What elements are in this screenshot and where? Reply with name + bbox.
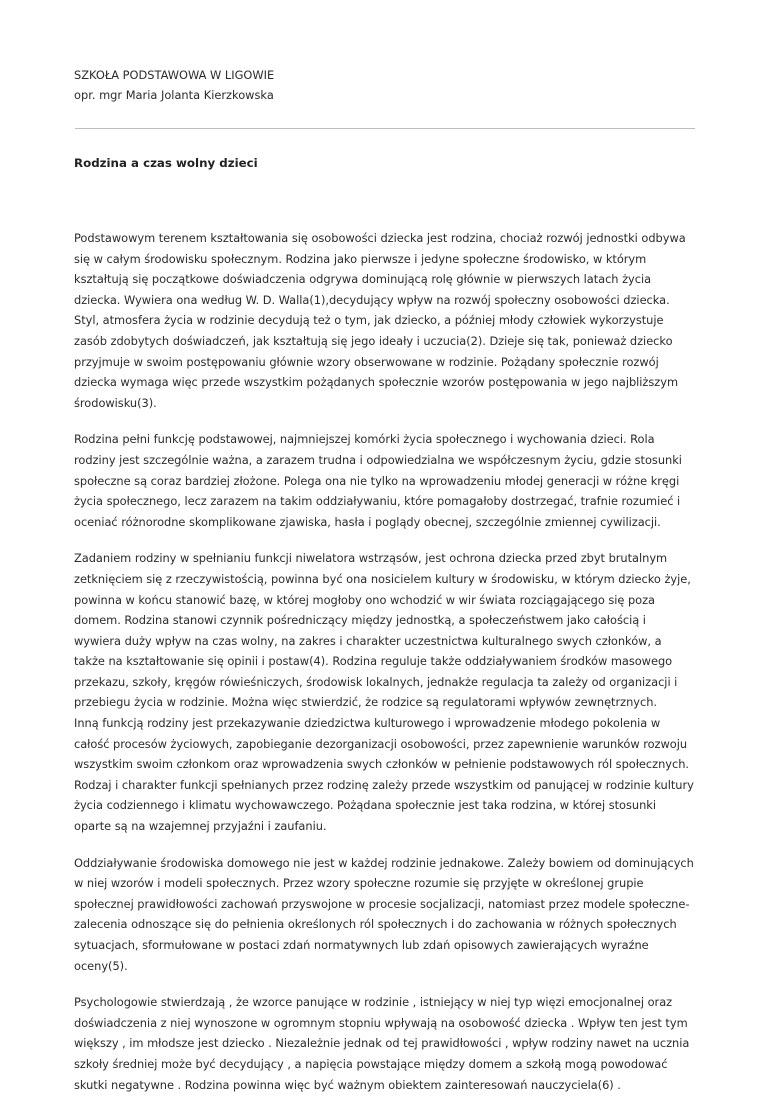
paragraph: Zadaniem rodziny w spełnianiu funkcji niwelatora wstrząsów, jest ochrona dziecka przed zbyt brutalnym zetknięciem się z rzeczywistością, powinna być ona nosicielem kultury w środowisku, w którym dziecko żyje, powinna w końcu stanowić bazę, w której mogłoby ono wchodzić w wir świata rozciągającego się poza domem. Rodzina stanowi czynnik pośredniczący między jednostką, a społeczeństwem jako całością i wywiera duży wpływ na czas wolny, na zakres i charakter uczestnictwa kulturalnego swych członków, a także na kształtowanie się opinii i postaw(4). Rodzina reguluje także oddziaływaniem środków masowego przekazu, szkoły, kręgów rówieśniczych, środowisk lokalnych, jednakże regulacja ta zależy od organizacji i przebiegu życia w rodzinie. Można więc stwierdzić, że rodzice są regulatorami wpływów zewnętrznych. xyxy=(74,551,691,710)
paragraph: Psychologowie stwierdzają , że wzorce panujące w rodzinie , istniejący w niej typ więzi emocjonalnej oraz doświadczenia z niej wynoszone w ogromnym stopniu wpływają na osobowość dziecka . Wpływ ten jest tym większy , im młodsze jest dziecko . Niezależnie jednak od tej prawidłowości , wpływ rodziny nawet na ucznia szkoły średniej może być decydujący , a napięcia powstające między domem a szkołą mogą powodować skutki negatywne . Rodzina powinna więc być ważnym obiektem zainteresowań nauczyciela(6) . xyxy=(74,995,690,1092)
paragraph: Rodzina pełni funkcję podstawowej, najmniejszej komórki życia społecznego i wychowania dzieci. Rola rodziny jest szczególnie ważna, a zarazem trudna i odpowiedzialna we współczesnym życiu, gdzie stosunki społeczne są coraz bardziej złożone. Polega ona nie tylko na wprowadzeniu młodej generacji w różne kręgi życia społecznego, lecz zarazem na takim oddziaływaniu, które pomagałoby dostrzegać, trafnie rozumieć i oceniać różnorodne skomplikowane zjawiska, hasła i poglądy obecnej, szczególnie zmiennej cywilizacji. xyxy=(74,432,682,529)
document-page xyxy=(74,0,696,1111)
paragraph: Inną funkcją rodziny jest przekazywanie dziedzictwa kulturowego i wprowadzenie młodego pokolenia w całość procesów życiowych, zapobieganie dezorganizacji osobowości, przez zapewnienie warunków rozwoju wszystkim swoim członkom oraz wprowadzenia swych członków w pełnienie podstawowych ról społecznych. xyxy=(74,716,689,772)
document-title: Rodzina a czas wolny dzieci xyxy=(74,156,258,170)
school-name: SZKOŁA PODSTAWOWA W LIGOWIE xyxy=(74,68,275,82)
paragraph: Oddziaływanie środowiska domowego nie jest w każdej rodzinie jednakowe. Zależy bowiem od dominujących w niej wzorów i modeli społecznych. Przez wzory społeczne rozumie się przyjęte w określonej grupie społecznej prawidłowości zachowań przyswojone w procesie socjalizacji, natomiast przez modele społeczne-zalecenia odnoszące się do pełnienia określonych ról społecznych i do zachowania w różnych społecznych sytuacjach, sformułowane w postaci zdań normatywnych lub zdań opisowych zawierających wyraźne oceny(5). xyxy=(74,855,694,973)
paragraph: Rodzaj i charakter funkcji spełnianych przez rodzinę zależy przede wszystkim od panującej w rodzinie kultury życia codziennego i klimatu wychowawczego. Pożądana społecznie jest taka rodzina, w której stosunki oparte są na wzajemnej przyjaźni i zaufaniu. xyxy=(74,777,694,834)
paragraph: Podstawowym terenem kształtowania się osobowości dziecka jest rodzina, chociaż rozwój jednostki odbywa się w całym środowisku społecznym. Rodzina jako pierwsze i jedyne społeczne środowisko, w którym kształtują się początkowe doświadczenia odgrywa dominującą rolę głównie w pierwszych latach życia dziecka. Wywiera ona według W. D. Walla(1),decydujący wpływ na rozwój społeczny osobowości dziecka. Styl, atmosfera życia w rodzinie decydują też o tym, jak dziecko, a później młody człowiek wykorzystuje zasób zdobytych doświadczeń, jak kształtują się jego ideały i uczucia(2). Dzieje się tak, ponieważ dziecko przyjmuje w swoim postępowaniu głównie wzory obserwowane w rodzinie. Pożądany społecznie rozwój dziecka wymaga więc przede wszystkim pożądanych społecznie wzorów postępowania w jego najbliższym środowisku(3). xyxy=(74,231,686,410)
header-divider xyxy=(75,128,695,129)
document-body xyxy=(74,228,696,1095)
author-line: opr. mgr Maria Jolanta Kierzkowska xyxy=(74,88,274,102)
